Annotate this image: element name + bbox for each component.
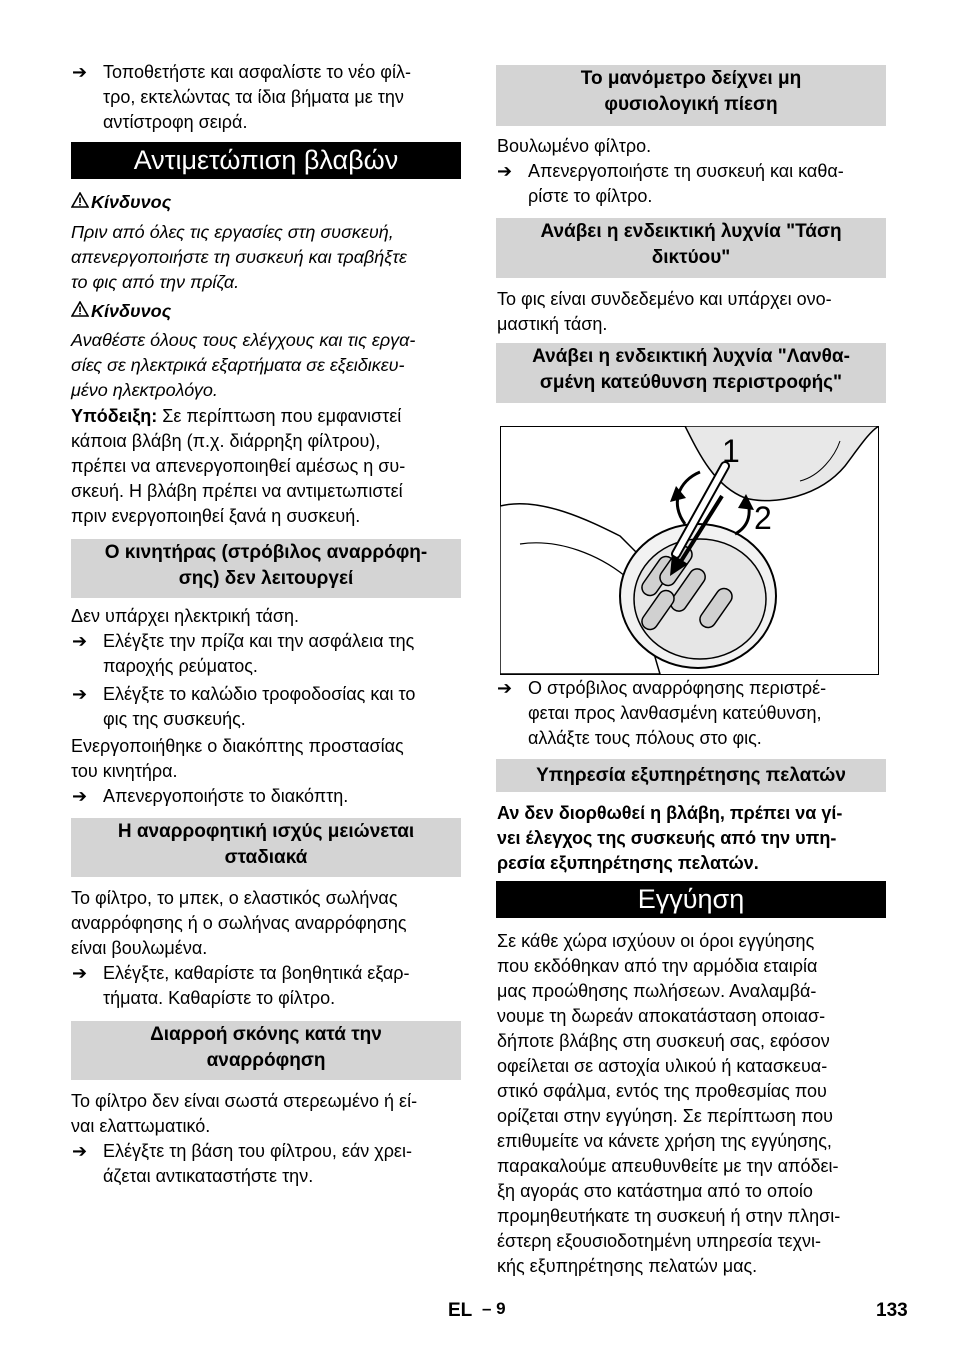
action-line: αλλάξτε τους πόλους στο φις. (528, 728, 762, 748)
section-title-warranty: Εγγύηση (496, 881, 886, 918)
danger-text-line: Αναθέστε όλους τους ελέγχους και τις εργα- (71, 330, 416, 350)
heading-customer-service: Υπηρεσία εξυπηρέτησης πελατών (496, 759, 886, 792)
arrow-right-icon: ➔ (497, 161, 513, 181)
heading-dust-leak: Διαρροή σκόνης κατά την αναρρόφηση (71, 1021, 461, 1080)
language-code: EL (448, 1300, 473, 1321)
danger-text-line: σίες σε ηλεκτρικά εξαρτήματα σε εξειδικευ- (71, 355, 405, 375)
intro-line: τρο, εκτελώντας τα ίδια βήματα με την (103, 87, 404, 107)
warranty-line: μας προώθησης πωλήσεων. Αναλαμβά- (497, 981, 817, 1001)
note-line: πρέπει να απενεργοποιηθεί αμέσως η συ- (71, 456, 406, 476)
action-line: Ελέγξτε την πρίζα και την ασφάλεια της (103, 631, 415, 651)
cause-line: Το φις είναι συνδεδεμένο και υπάρχει ονο- (497, 289, 832, 309)
action-line: Ελέγξτε, καθαρίστε τα βοηθητικά εξαρ- (103, 963, 410, 983)
arrow-right-icon: ➔ (72, 62, 88, 82)
warranty-line: παρακαλούμε απευθυνθείτε με την απόδει- (497, 1156, 839, 1176)
warranty-line: δήποτε βλάβης στη συσκευή σας, εφόσον (497, 1031, 830, 1051)
action-line: Απενεργοποιήστε το διακόπτη. (103, 786, 349, 806)
warranty-line: νουμε τη δωρεάν αποκατάσταση οποιασ- (497, 1006, 826, 1026)
plug-illustration (500, 426, 879, 675)
danger-text-line: το φις από την πρίζα. (71, 272, 240, 292)
warranty-line: ορίζεται στην εγγύηση. Σε περίπτωση που (497, 1106, 834, 1126)
heading-wrong-rotation-lamp: Ανάβει η ενδεικτική λυχνία "Λανθα- σμένη κατεύθυνση περιστροφής" (496, 343, 886, 403)
note-line: πριν ενεργοποιηθεί ξανά η συσκευή. (71, 506, 361, 526)
warranty-line: προμηθευτήκατε τη συσκευή ή στην πλησι- (497, 1206, 841, 1226)
warranty-line: Σε κάθε χώρα ισχύουν οι όροι εγγύησης (497, 931, 815, 951)
action-line: Ελέγξτε τη βάση του φίλτρου, εάν χρει- (103, 1141, 412, 1161)
cause-line: Ενεργοποιήθηκε ο διακόπτης προστασίας (71, 736, 404, 756)
intro-line: Τοποθετήστε και ασφαλίστε το νέο φίλ- (103, 62, 411, 82)
action-line: παροχής ρεύματος. (103, 656, 258, 676)
page-number: 133 (876, 1300, 908, 1321)
warranty-line: ξη αγοράς στο κατάστημα από το οποίο (497, 1181, 813, 1201)
intro-line: αντίστροφη σειρά. (103, 112, 248, 132)
heading-suction-decreases: Η αναρροφητική ισχύς μειώνεται σταδιακά (71, 818, 461, 877)
action-line: τήματα. Καθαρίστε το φίλτρο. (103, 988, 336, 1008)
danger-label: Κίνδυνος (91, 301, 172, 321)
section-page-number: – 9 (482, 1299, 506, 1318)
heading-gauge-abnormal: Το μανόμετρο δείχνει μη φυσιολογική πίεση (496, 65, 886, 126)
warning-triangle-icon (71, 299, 91, 324)
service-line: νει έλεγχος της συσκευής από την υπη- (497, 828, 837, 848)
cause-line: ναι ελαττωματικό. (71, 1116, 211, 1136)
arrow-right-icon: ➔ (72, 963, 88, 983)
action-line: ρίστε το φίλτρο. (528, 186, 653, 206)
section-title-troubleshooting: Αντιμετώπιση βλαβών (71, 142, 461, 179)
note-line: Υπόδειξη: Σε περίπτωση που εμφανιστεί (71, 406, 402, 426)
cause-line: αναρρόφησης ή ο σωλήνας αναρρόφησης (71, 913, 407, 933)
figure-label-2: 2 (754, 500, 772, 536)
action-line: Ελέγξτε το καλώδιο τροφοδοσίας και το (103, 684, 416, 704)
arrow-right-icon: ➔ (72, 1141, 88, 1161)
danger-text-line: Πριν από όλες τις εργασίες στη συσκευή, (71, 222, 394, 242)
plug-rotation-figure (500, 426, 879, 675)
cause-line: Το φίλτρο, το μπεκ, ο ελαστικός σωλήνας (71, 888, 398, 908)
warning-triangle-icon (71, 190, 91, 215)
arrow-right-icon: ➔ (72, 786, 88, 806)
service-line: ρεσία εξυπηρέτησης πελατών. (497, 853, 759, 873)
action-line: Απενεργοποιήστε τη συσκευή και καθα- (528, 161, 844, 181)
figure-label-1: 1 (722, 433, 740, 469)
cause-line: είναι βουλωμένα. (71, 938, 208, 958)
danger-text-line: απενεργοποιήστε τη συσκευή και τραβήξτε (71, 247, 407, 267)
danger-label: Κίνδυνος (91, 192, 172, 212)
cause-line: μαστική τάση. (497, 314, 608, 334)
danger-heading (71, 190, 171, 215)
warranty-line: που εκδόθηκαν από την αρμόδια εταιρία (497, 956, 818, 976)
arrow-right-icon: ➔ (72, 631, 88, 651)
warranty-line: κής εξυπηρέτησης πελατών μας. (497, 1256, 758, 1276)
cause-line: Δεν υπάρχει ηλεκτρική τάση. (71, 606, 299, 626)
heading-motor-not-working: Ο κινητήρας (στρόβιλος αναρρόφη- σης) δεν λειτουργεί (71, 539, 461, 598)
danger-heading (71, 299, 171, 324)
action-line: φεται προς λανθασμένη κατεύθυνση, (528, 703, 822, 723)
arrow-right-icon: ➔ (497, 678, 513, 698)
warranty-line: έστερη εξουσιοδοτημένη υπηρεσία τεχνι- (497, 1231, 822, 1251)
arrow-right-icon: ➔ (72, 684, 88, 704)
danger-text-line: μένο ηλεκτρολόγο. (71, 380, 218, 400)
action-line: άζεται αντικαταστήστε την. (103, 1166, 314, 1186)
service-line: Αν δεν διορθωθεί η βλάβη, πρέπει να γί- (497, 803, 843, 823)
note-line: κάποια βλάβη (π.χ. διάρρηξη φίλτρου), (71, 431, 381, 451)
action-line: φις της συσκευής. (103, 709, 246, 729)
heading-mains-lamp: Ανάβει η ενδεικτική λυχνία "Τάση δικτύου" (496, 218, 886, 278)
note-line: σκευή. Η βλάβη πρέπει να αντιμετωπιστεί (71, 481, 403, 501)
cause-line: Βουλωμένο φίλτρο. (497, 136, 652, 156)
action-line: Ο στρόβιλος αναρρόφησης περιστρέ- (528, 678, 827, 698)
note-label: Υπόδειξη: (71, 406, 158, 426)
warranty-line: επιθυμείτε να κάνετε χρήση της εγγύησης, (497, 1131, 832, 1151)
cause-line: Το φίλτρο δεν είναι σωστά στερεωμένο ή εί- (71, 1091, 418, 1111)
cause-line: του κινητήρα. (71, 761, 178, 781)
warranty-line: οφείλεται σε αστοχία υλικού ή κατασκευα- (497, 1056, 828, 1076)
warranty-line: στικό σφάλμα, εντός της προθεσμίας που (497, 1081, 827, 1101)
